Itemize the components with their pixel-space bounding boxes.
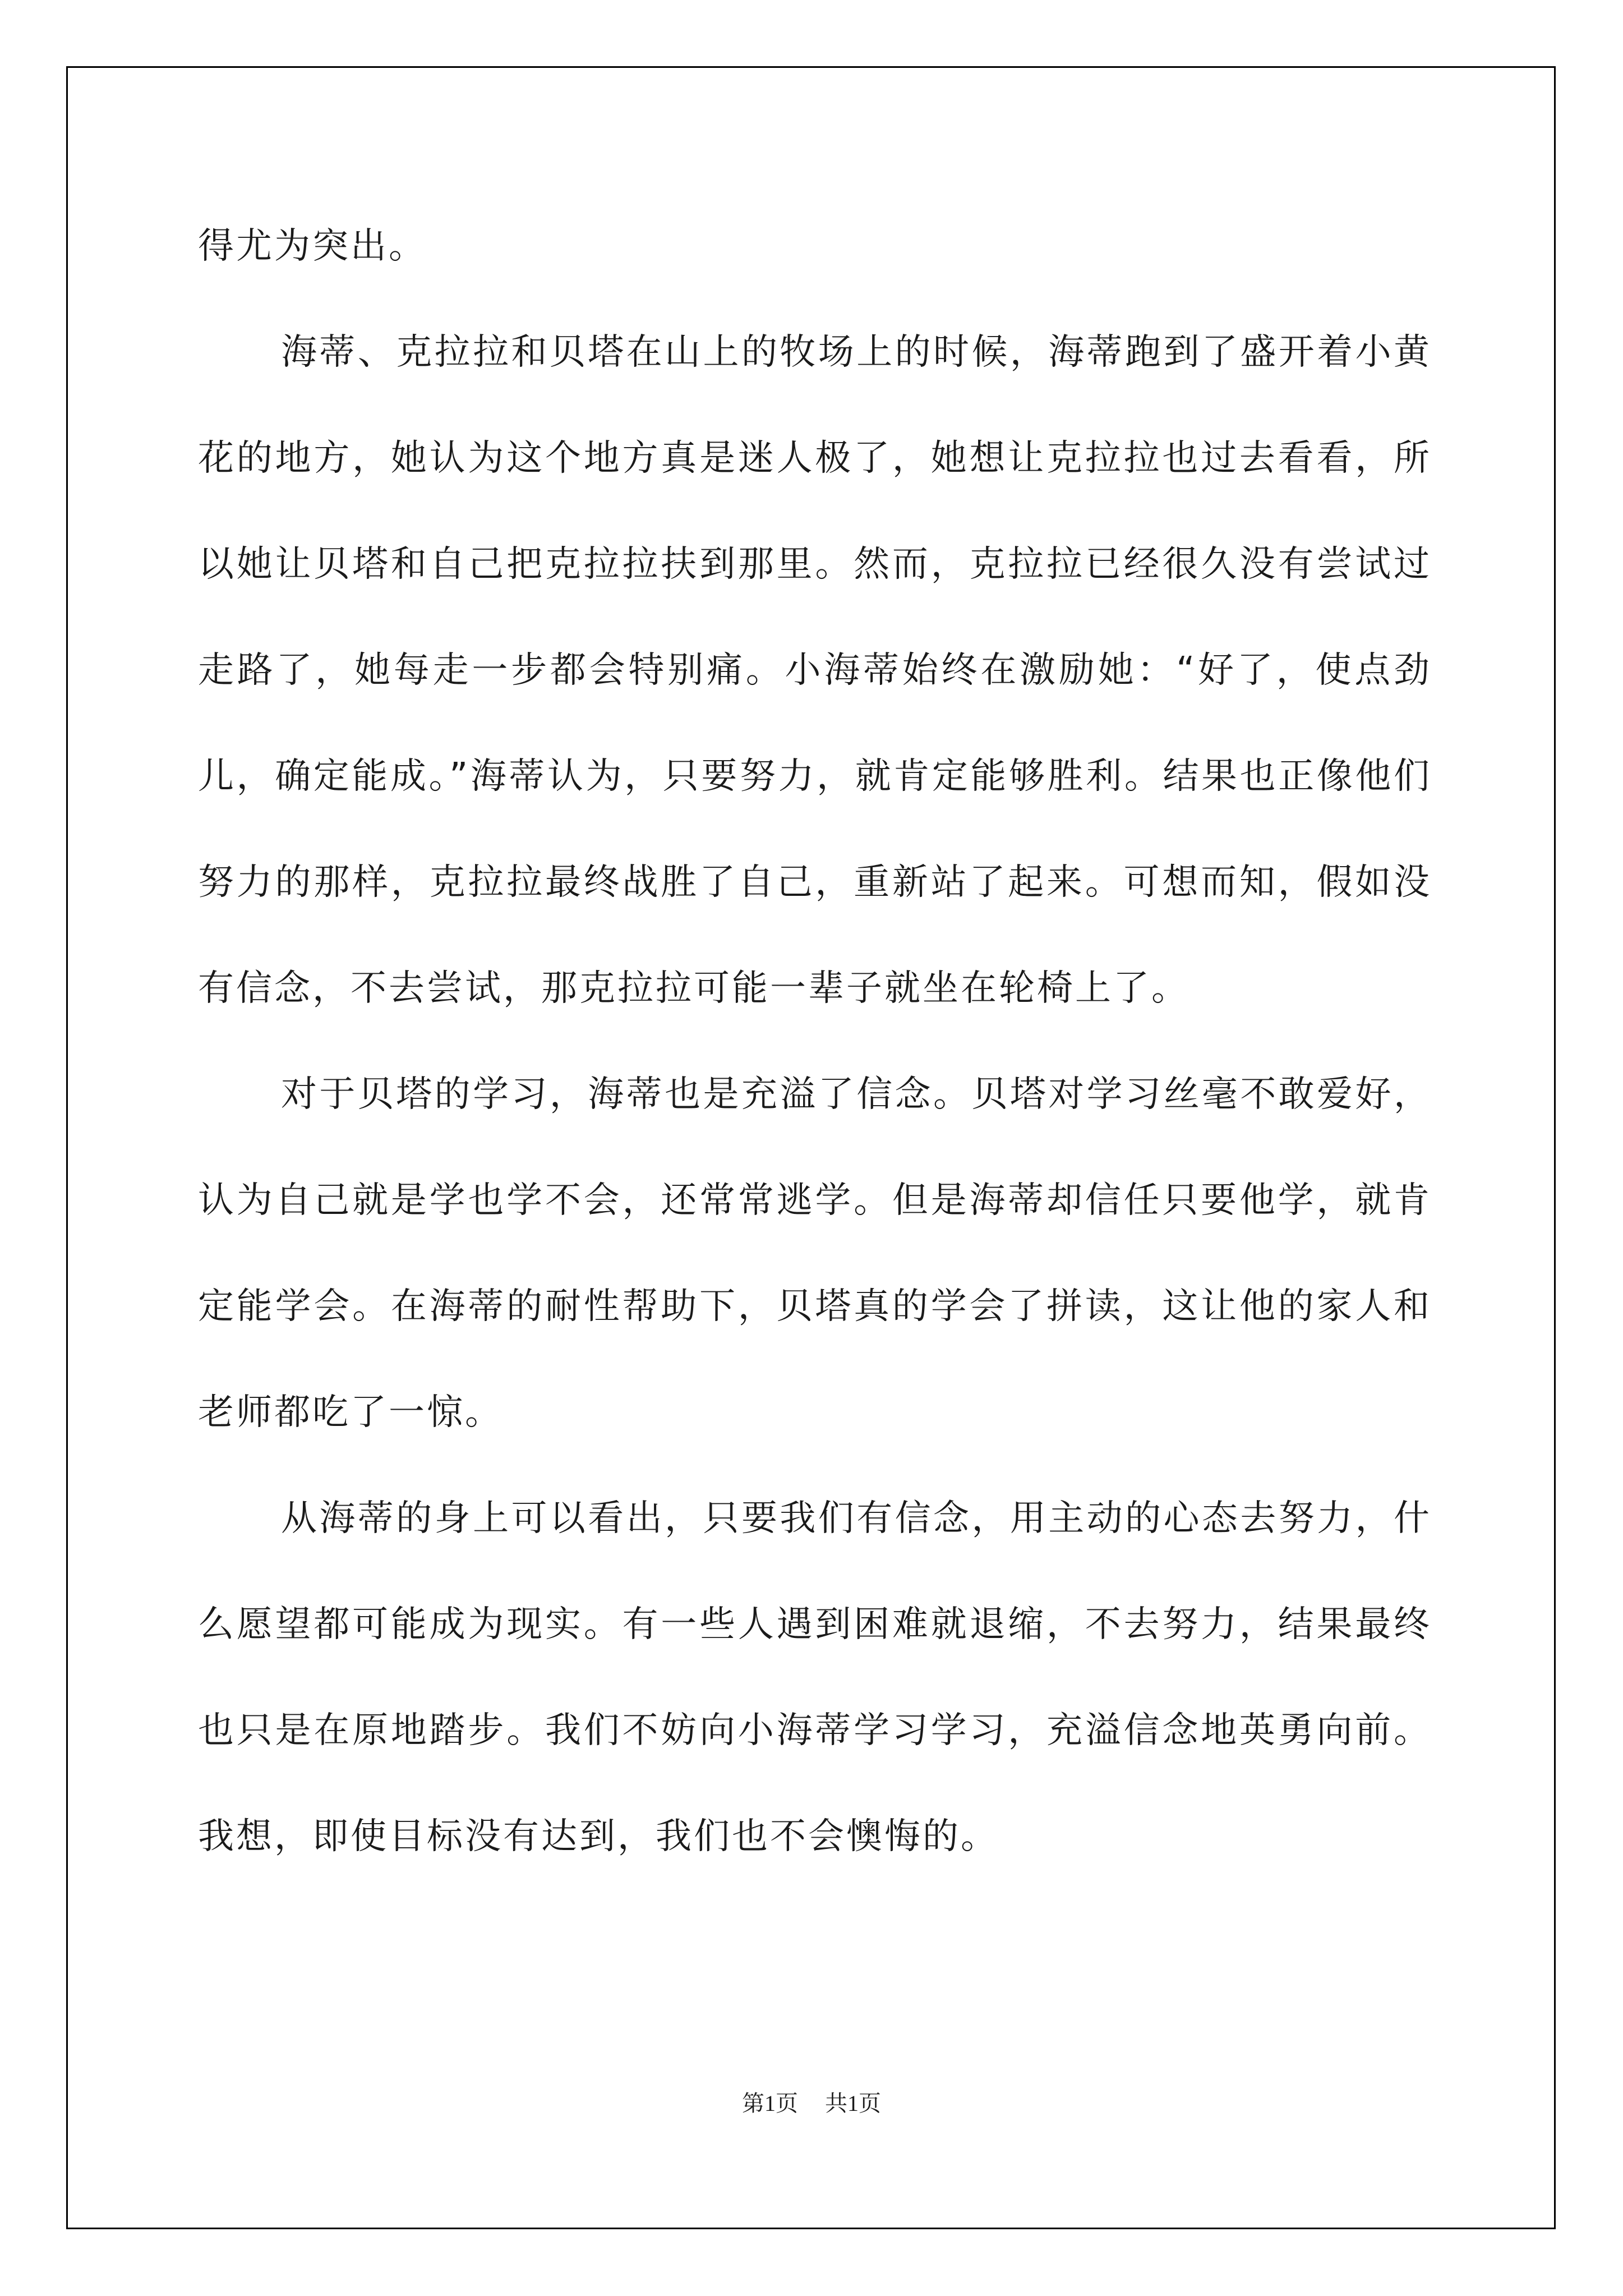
paragraph-3: 对于贝塔的学习，海蒂也是充溢了信念。贝塔对学习丝毫不敢爱好，认为自己就是学也学不会，还常常逃学。但是海蒂却信任只要他学，就肯定能学会。在海蒂的耐性帮助下，贝塔真的学会了拼读，这让他的家人和老师都吃了一惊。 bbox=[198, 1074, 1432, 1433]
paragraph-1: 得尤为突出。 bbox=[198, 226, 427, 267]
page-total: 共1页 bbox=[825, 2091, 881, 2116]
document-body bbox=[198, 194, 1432, 1890]
page-number: 第1页 bbox=[742, 2091, 798, 2116]
paragraph-2: 海蒂、克拉拉和贝塔在山上的牧场上的时候，海蒂跑到了盛开着小黄花的地方，她认为这个地方真是迷人极了，她想让克拉拉也过去看看，所以她让贝塔和自己把克拉拉扶到那里。然而，克拉拉已经很久没有尝试过走路了，她每走一步都会特别痛。小海蒂始终在激励她：“好了，使点劲儿，确定能成。”海蒂认为，只要努力，就肯定能够胜利。结果也正像他们努力的那样，克拉拉最终战胜了自己，重新站了起来。可想而知，假如没有信念，不去尝试，那克拉拉可能一辈子就坐在轮椅上了。 bbox=[198, 332, 1432, 1009]
page-footer bbox=[0, 2086, 1623, 2118]
paragraph-4: 从海蒂的身上可以看出，只要我们有信念，用主动的心态去努力，什么愿望都可能成为现实。有一些人遇到困难就退缩，不去努力，结果最终也只是在原地踏步。我们不妨向小海蒂学习学习，充溢信念地英勇向前。我想，即使目标没有达到，我们也不会懊悔的。 bbox=[198, 1498, 1432, 1857]
